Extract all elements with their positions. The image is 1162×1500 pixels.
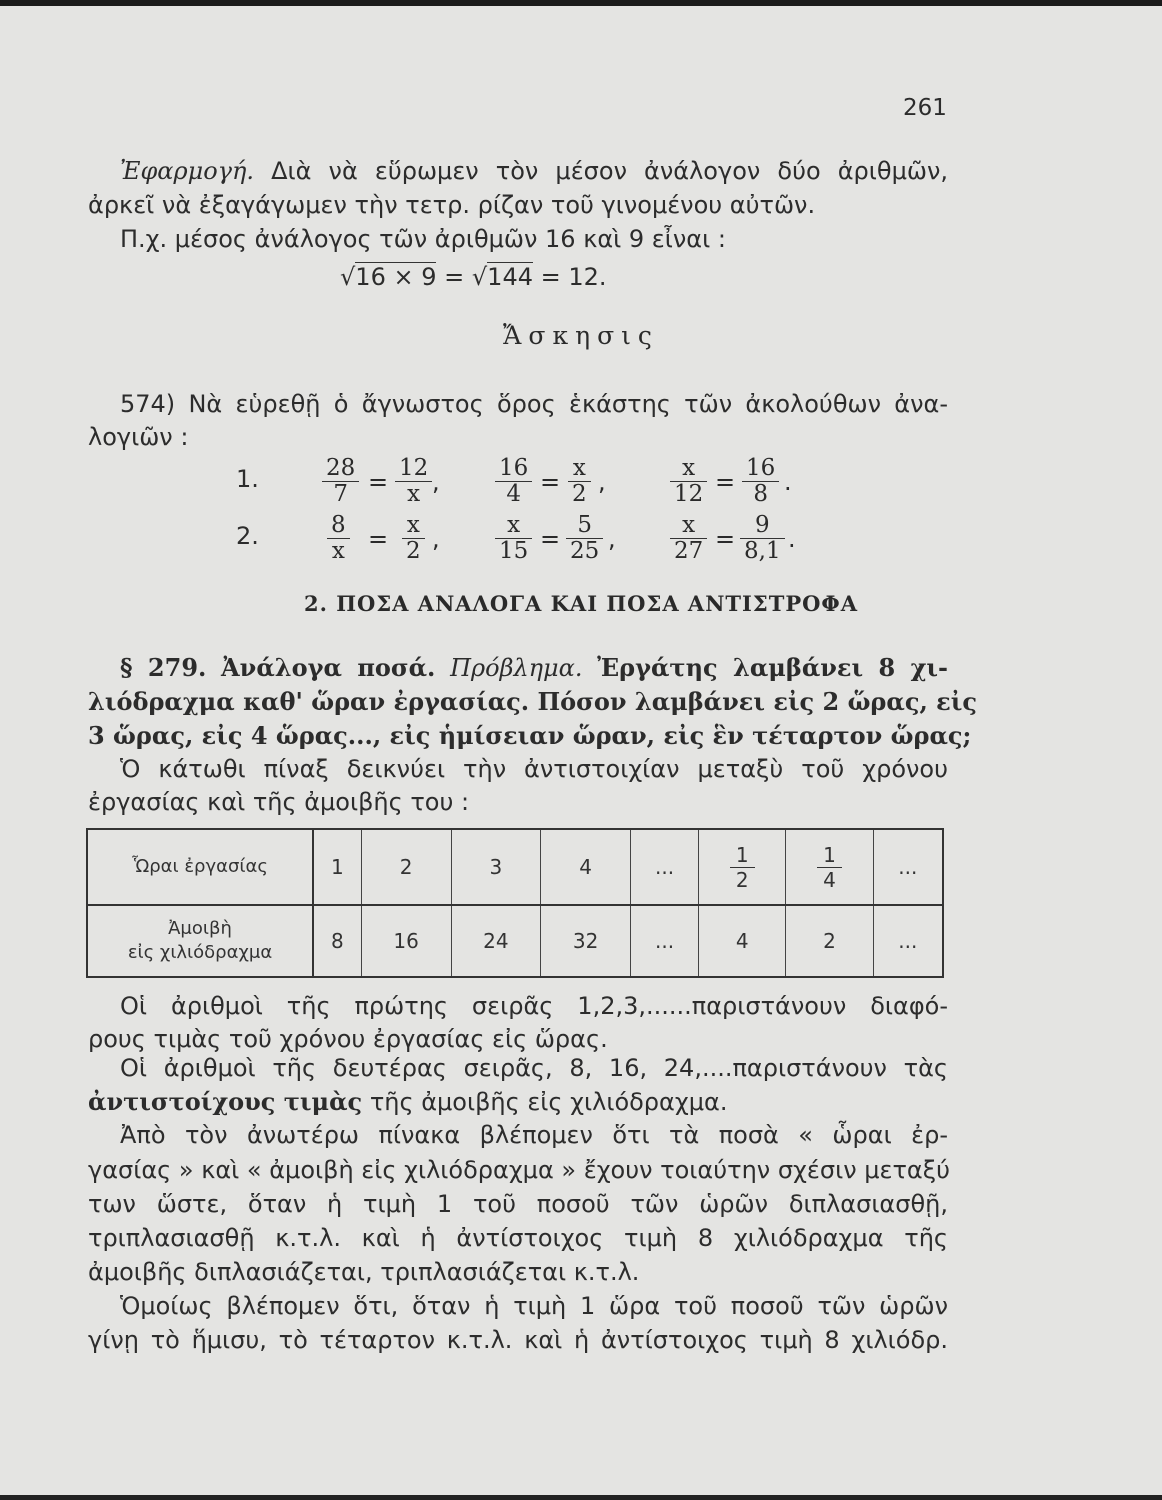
numerator: x [682, 455, 696, 481]
row-2-label: 2. [236, 522, 259, 550]
table-intro-line-2: ἐργασίας καὶ τῆς ἀμοιβῆς του : [88, 788, 470, 816]
denominator: x [327, 538, 350, 564]
table-cell: 32 [541, 905, 631, 977]
paragraph-title: Ἀνάλογα ποσά. [221, 653, 436, 682]
intro-line-1-text: Διὰ νὰ εὕρωμεν τὸν μέσον ἀνάλογον δύο ἀριθμῶν, [271, 157, 948, 185]
table-cell: 24 [451, 905, 541, 977]
fraction [742, 456, 779, 507]
intro-label: Ἐφαρμογή. [120, 157, 254, 185]
intro-line-2: ἀρκεῖ νὰ ἐξαγάγωμεν τὴν τετρ. ρίζαν τοῦ γινομένου αὐτῶν. [88, 191, 816, 219]
fraction [566, 513, 603, 564]
body-p1-line-2: ρους τιμὰς τοῦ χρόνου ἐργασίας εἰς ὥρας. [88, 1025, 608, 1053]
body-p3-line-1: Ἀπὸ τὸν ἀνωτέρω πίνακα βλέπομεν ὅτι τὰ ποσὰ « ὧραι ἐρ- [120, 1121, 948, 1149]
body-p3-line-2: γασίας » καὶ « ἀμοιβὴ εἰς χιλιόδραχμα » ἔχουν τοιαύτην σχέσιν μεταξύ [88, 1156, 951, 1184]
table-cell: 2 [361, 829, 451, 905]
equals-sign: = [715, 468, 736, 496]
numerator: x [682, 512, 696, 538]
body-p2-line-2 [88, 1086, 948, 1118]
body-p3-line-4: τριπλασιασθῇ κ.τ.λ. καὶ ἡ ἀντίστοιχος τιμὴ 8 χιλιόδραχμα τῆς [88, 1224, 948, 1252]
separator: , [432, 525, 440, 553]
table-cell: 3 [451, 829, 541, 905]
problem-line-2: λιόδραχμα καθ' ὥραν ἐργασίας. Πόσον λαμβάνει εἰς 2 ὥρας, εἰς [88, 687, 977, 716]
numerator: 8 [331, 512, 346, 538]
numerator: 1 [735, 842, 749, 867]
denominator: 25 [566, 538, 603, 564]
denominator: 2 [730, 867, 755, 892]
fraction [495, 456, 532, 507]
sqrt-radicand-1: 16 × 9 [355, 263, 437, 291]
table-cell: 16 [361, 905, 451, 977]
table-cell-fraction [699, 829, 786, 905]
numerator: 9 [754, 512, 770, 538]
table-row [87, 829, 943, 905]
body-p4-line-1: Ὁμοίως βλέπομεν ὅτι, ὅταν ἡ τιμὴ 1 ὥρα τοῦ ποσοῦ τῶν ὡρῶν [120, 1292, 948, 1320]
fraction [327, 513, 350, 564]
paragraph-279-line-1 [120, 652, 948, 684]
row-1-label: 1. [236, 465, 259, 493]
body-p1-line-1: Οἱ ἀριθμοὶ τῆς πρώτης σειρᾶς 1,2,3,......παριστάνουν διαφό- [120, 992, 948, 1020]
sqrt-sign-icon: √ [471, 263, 488, 291]
denominator: 4 [495, 481, 532, 507]
sqrt-radicand-2: 144 [487, 263, 533, 291]
numerator: x [406, 512, 420, 538]
separator: . [784, 468, 792, 496]
denominator: 2 [568, 481, 591, 507]
fraction [322, 456, 359, 507]
table-cell: 2 [786, 905, 873, 977]
table-cell: ... [873, 829, 943, 905]
denominator: 4 [817, 867, 842, 892]
body-p2-bold: ἀντιστοίχους τιμὰς [88, 1087, 363, 1116]
denominator: 12 [670, 481, 707, 507]
denominator: 8,1 [740, 538, 785, 564]
equals-sign: = [540, 468, 561, 496]
equals-sign: = [368, 525, 389, 553]
numerator: 28 [326, 455, 356, 481]
denominator: 15 [495, 538, 532, 564]
equals-sign: = [540, 525, 561, 553]
body-p3-line-5: ἀμοιβῆς διπλασιάζεται, τριπλασιάζεται κ.τ.λ. [88, 1258, 640, 1286]
row-header-payment [87, 905, 313, 977]
numerator: 16 [746, 455, 776, 481]
fraction [395, 456, 432, 507]
table-cell: 4 [699, 905, 786, 977]
denominator: 2 [402, 538, 425, 564]
table-cell: ... [630, 829, 698, 905]
separator: , [432, 468, 440, 496]
table-cell: 1 [313, 829, 361, 905]
separator: , [598, 468, 606, 496]
exercise-574-line-2: λογιῶν : [88, 423, 189, 451]
problem-label: Πρόβλημα. [450, 654, 583, 682]
page-number: 261 [903, 95, 947, 121]
numerator: 5 [577, 512, 592, 538]
hours-payment-table [86, 828, 944, 978]
separator: . [788, 525, 796, 553]
body-p2-line-1: Οἱ ἀριθμοὶ τῆς δευτέρας σειρᾶς, 8, 16, 24,....παριστάνουν τὰς [120, 1054, 948, 1082]
table-row [87, 905, 943, 977]
equals-sign: = [715, 525, 736, 553]
row-header-hours: Ὧραι ἐργασίας [87, 829, 313, 905]
table-cell: ... [873, 905, 943, 977]
exercises-heading: Ἄσκησις [503, 321, 659, 350]
numerator: 1 [823, 842, 836, 867]
row-header-payment-line-1: Ἀμοιβὴ [168, 918, 232, 939]
problem-line-1: Ἐργάτης λαμβάνει 8 χι- [597, 653, 948, 682]
sqrt-sign-icon: √ [340, 263, 356, 291]
fraction [402, 513, 425, 564]
paragraph-number: § 279. [120, 653, 207, 682]
table-cell-fraction [786, 829, 873, 905]
denominator: 8 [742, 481, 779, 507]
denominator: x [395, 481, 432, 507]
numerator: x [507, 512, 521, 538]
body-p2-rest: τῆς ἀμοιβῆς εἰς χιλιόδραχμα. [369, 1088, 728, 1116]
fraction [495, 513, 532, 564]
fraction [670, 513, 707, 564]
numerator: x [572, 455, 586, 481]
numerator: 12 [399, 455, 429, 481]
body-p4-line-2: γίνῃ τὸ ἥμισυ, τὸ τέταρτον κ.τ.λ. καὶ ἡ ἀντίστοιχος τιμὴ 8 χιλιόδρ. [88, 1326, 948, 1354]
separator: , [608, 525, 616, 553]
intro-line-3: Π.χ. μέσος ἀνάλογος τῶν ἀριθμῶν 16 καὶ 9 εἶναι : [120, 225, 726, 253]
table-cell: 8 [313, 905, 361, 977]
table-cell: ... [630, 905, 698, 977]
denominator: 27 [670, 538, 707, 564]
formula-result: = 12. [540, 263, 607, 291]
row-header-payment-line-2: εἰς χιλιόδραχμα [127, 942, 273, 963]
equals-sign: = [368, 468, 389, 496]
numerator: 16 [499, 455, 529, 481]
sqrt-formula [340, 262, 607, 293]
fraction [740, 513, 785, 564]
exercise-574-line-1: 574) Νὰ εὑρεθῇ ὁ ἄγνωστος ὅρος ἑκάστης τῶν ἀκολούθων ἀνα- [120, 390, 948, 418]
table-cell: 4 [541, 829, 631, 905]
table-intro-line-1: Ὁ κάτωθι πίναξ δεικνύει τὴν ἀντιστοιχίαν μεταξὺ τοῦ χρόνου [120, 755, 948, 783]
formula-equals: = [444, 263, 465, 291]
intro-line-1 [120, 156, 948, 187]
section-title: 2. ΠΟΣΑ ΑΝΑΛΟΓΑ ΚΑΙ ΠΟΣΑ ΑΝΤΙΣΤΡΟΦΑ [303, 591, 859, 616]
fraction [568, 456, 591, 507]
problem-line-3: 3 ὥρας, εἰς 4 ὥρας..., εἰς ἡμίσειαν ὥραν, εἰς ἓν τέταρτον ὥρας; [88, 721, 972, 750]
fraction [670, 456, 707, 507]
denominator: 7 [322, 481, 359, 507]
body-p3-line-3: των ὥστε, ὅταν ἡ τιμὴ 1 τοῦ ποσοῦ τῶν ὡρῶν διπλασιασθῇ, [88, 1190, 948, 1218]
